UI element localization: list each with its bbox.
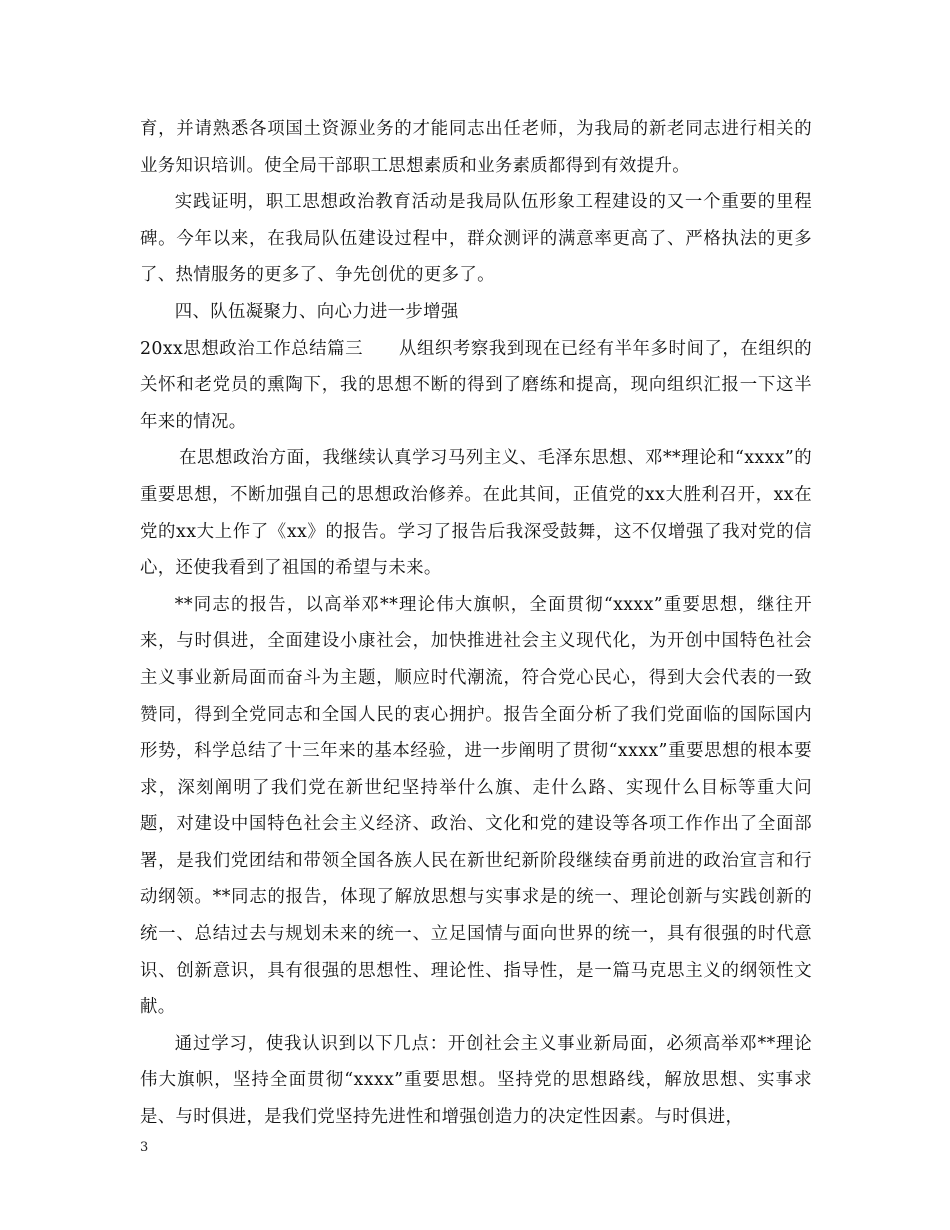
paragraph-summary-part-three: 20xx思想政治工作总结篇三 从组织考察我到现在已经有半年多时间了，在组织的关怀和老党员的熏陶下，我的思想不断的得到了磨练和提高，现向组织汇报一下这半年来的情况。 [140,338,812,432]
document-body [140,111,812,1136]
page-number: 3 [140,1140,149,1155]
paragraph-report-review: **同志的报告，以高举邓**理论伟大旗帜，全面贯彻“xxxx”重要思想，继往开来，与时俱进，全面建设小康社会，加快推进社会主义现代化，为开创中国特色社会主义事业新局面而奋斗为主题，顺应时代潮流，符合党心民心，得到大会代表的一致赞同，得到全党同志和全国人民的衷心拥护。报告全面分析了我们党面临的国际国内形势，科学总结了十三年来的基本经验，进一步阐明了贯彻“xxxx”重要思想的根本要求，深刻阐明了我们党在新世纪坚持举什么旗、走什么路、实现什么目标等重大问题，对建设中国特色社会主义经济、政治、文化和党的建设等各项工作作出了全面部署，是我们党团结和带领全国各族人民在新世纪新阶段继续奋勇前进的政治宣言和行动纲领。**同志的报告，体现了解放思想与实事求是的统一、理论创新与实践创新的统一、总结过去与规划未来的统一、立足国情与面向世界的统一，具有很强的时代意识、创新意识，具有很强的思想性、理论性、指导性，是一篇马克思主义的纲领性文献。 [140,594,812,1018]
paragraph-learning-points: 通过学习，使我认识到以下几点：开创社会主义事业新局面，必须高举邓**理论伟大旗帜，坚持全面贯彻“xxxx”重要思想。坚持党的思想路线，解放思想、实事求是、与时俱进，是我们党坚持先进性和增强创造力的决定性因素。与时俱进， [140,1033,812,1128]
paragraph-political-study: 在思想政治方面，我继续认真学习马列主义、毛泽东思想、邓**理论和“xxxx”的重要思想，不断加强自己的思想政治修养。在此其间，正值党的xx大胜利召开，xx在党的xx大上作了《xx》的报告。学习了报告后我深受鼓舞，这不仅增强了我对党的信心，还使我看到了祖国的希望与未来。 [140,448,812,579]
section-heading: 四、队伍凝聚力、向心力进一步增强 [174,301,459,322]
paragraph-practice-proof: 实践证明，职工思想政治教育活动是我局队伍形象工程建设的又一个重要的里程碑。今年以来，在我局队伍建设过程中，群众测评的满意率更高了、严格执法的更多了、热情服务的更多了、争先创优的更多了。 [140,192,812,286]
paragraph-continuation: 育，并请熟悉各项国土资源业务的才能同志出任老师，为我局的新老同志进行相关的业务知识培训。使全局干部职工思想素质和业务素质都得到有效提升。 [140,119,812,176]
